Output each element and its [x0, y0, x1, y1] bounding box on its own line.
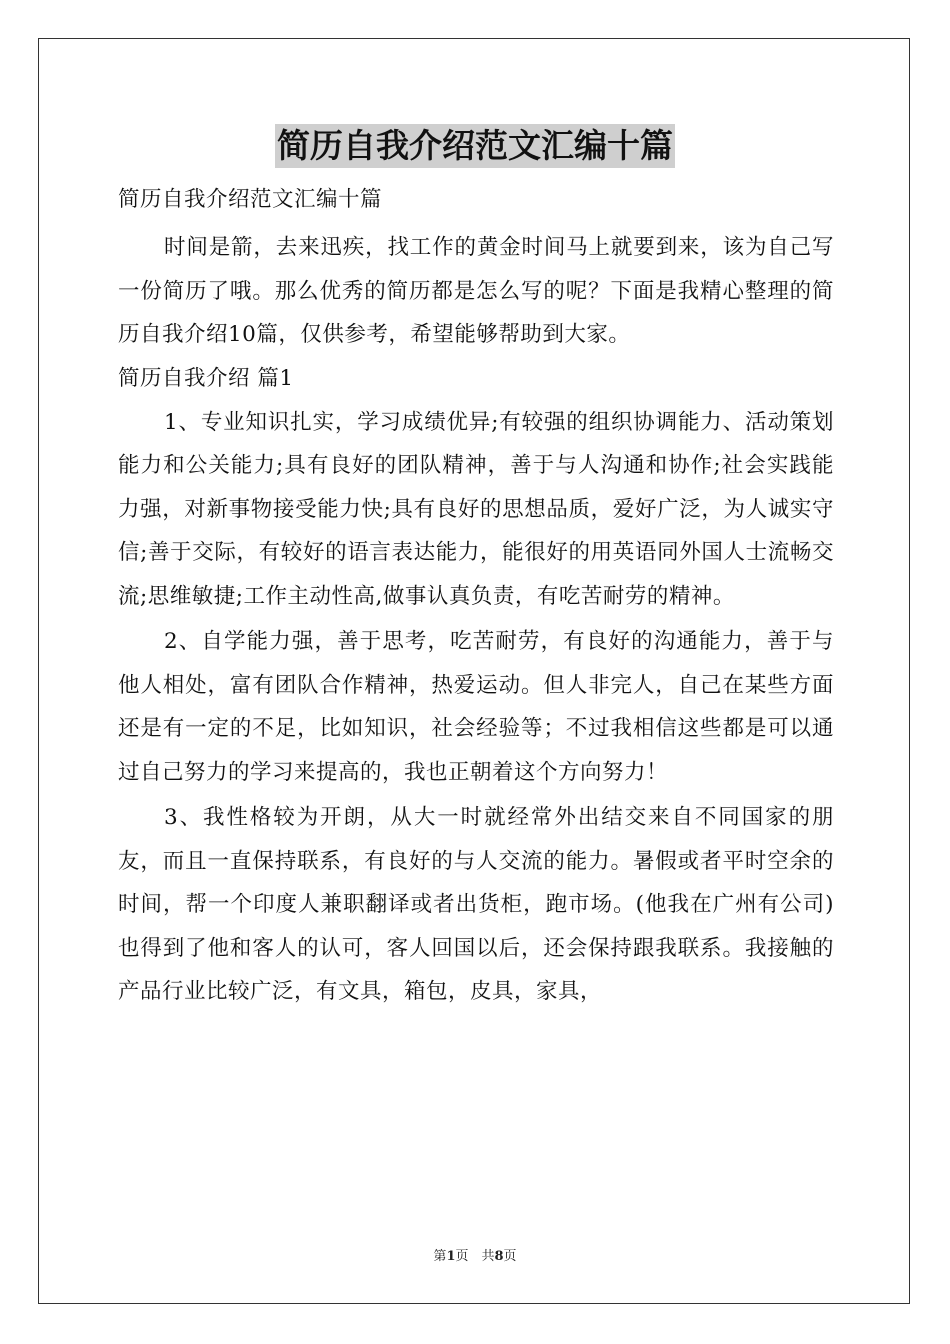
document-subtitle: 简历自我介绍范文汇编十篇: [118, 187, 383, 212]
section-heading: 简历自我介绍 篇1: [118, 365, 294, 391]
paragraph-2: 2、自学能力强，善于思考，吃苦耐劳，有良好的沟通能力，善于与他人相处，富有团队合作精神，热爱运动。但人非完人，自己在某些方面还是有一定的不足，比如知识，社会经验等；不过我相信这些都是可以通过自己努力的学习来提高的，我也正朝着这个方向努力！: [118, 629, 834, 785]
page-suffix: 页: [503, 1249, 517, 1264]
paragraph-1: 1、专业知识扎实，学习成绩优异;有较强的组织协调能力、活动策划能力和公关能力;具有良好的团队精神，善于与人沟通和协作;社会实践能力强，对新事物接受能力快;具有良好的思想品质，爱好广泛，为人诚实守信;善于交际，有较好的语言表达能力，能很好的用英语同外国人士流畅交流;思维敏捷;工作主动性高,做事认真负责，有吃苦耐劳的精神。: [118, 409, 834, 609]
page-current: 1: [446, 1249, 456, 1264]
page-prefix: 第: [433, 1249, 447, 1264]
document-body: [118, 180, 834, 1014]
page-total: 8: [494, 1249, 504, 1264]
document-title: 简历自我介绍范文汇编十篇: [275, 124, 675, 168]
page-footer: [0, 1245, 950, 1264]
paragraph-3: 3、我性格较为开朗，从大一时就经常外出结交来自不同国家的朋友，而且一直保持联系，有良好的与人交流的能力。暑假或者平时空余的时间，帮一个印度人兼职翻译或者出货柜，跑市场。(他我在广州有公司)也得到了他和客人的认可，客人回国以后，还会保持跟我联系。我接触的产品行业比较广泛，有文具，箱包，皮具，家具，: [118, 805, 834, 1004]
intro-paragraph: 时间是箭，去来迅疾，找工作的黄金时间马上就要到来，该为自己写一份简历了哦。那么优秀的简历都是怎么写的呢？下面是我精心整理的简历自我介绍10篇，仅供参考，希望能够帮助到大家。: [118, 235, 834, 347]
page-mid: 页 共: [455, 1249, 495, 1264]
title-container: [0, 124, 950, 168]
